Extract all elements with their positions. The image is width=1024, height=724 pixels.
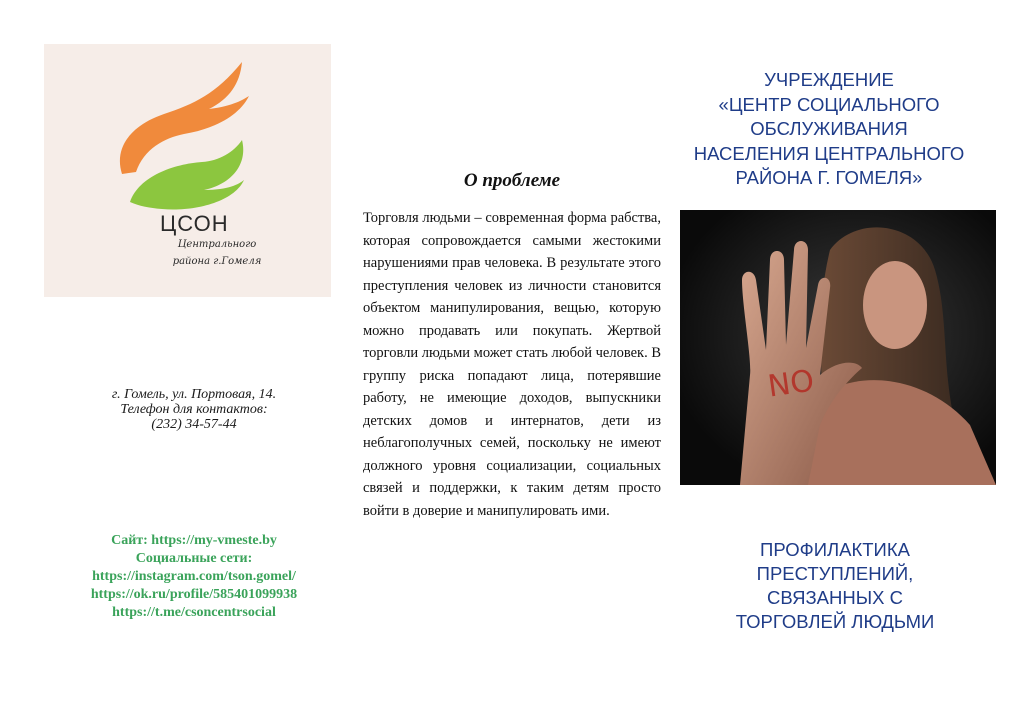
site-link[interactable]: Сайт: https://my-vmeste.by bbox=[111, 533, 277, 548]
ok-link[interactable]: https://ok.ru/profile/585401099938 bbox=[90, 587, 298, 602]
topic-line: ТОРГОВЛЕЙ ЛЮДЬМИ bbox=[735, 611, 935, 632]
brochure-topic bbox=[690, 538, 980, 634]
logo-abbr: ЦСОН bbox=[160, 211, 229, 236]
topic-line: СВЯЗАННЫХ С bbox=[767, 587, 903, 608]
section-title: О проблеме bbox=[463, 170, 561, 191]
org-line: НАСЕЛЕНИЯ ЦЕНТРАЛЬНОГО bbox=[693, 142, 965, 164]
org-line: УЧРЕЖДЕНИЕ bbox=[764, 69, 894, 90]
org-line: ОБСЛУЖИВАНИЯ bbox=[750, 118, 908, 139]
org-line: «ЦЕНТР СОЦИАЛЬНОГО bbox=[718, 93, 940, 115]
phone-label: Телефон для контактов: bbox=[120, 402, 268, 417]
organization-title bbox=[668, 68, 990, 191]
hand-text: NO bbox=[765, 363, 817, 405]
phone-number: (232) 34-57-44 bbox=[151, 417, 237, 432]
contacts-block bbox=[44, 532, 344, 622]
instagram-link[interactable]: https://instagram.com/tson.gomel/ bbox=[92, 569, 296, 584]
logo-subtitle: Центрального bbox=[177, 239, 257, 250]
logo-subtitle: района г.Гомеля bbox=[172, 256, 262, 267]
social-label: Социальные сети: bbox=[135, 551, 253, 566]
topic-line: ПРОФИЛАКТИКА bbox=[760, 539, 910, 560]
body-text: Торговля людьми – современная форма рабства, которая сопровождается самыми жестокими нарушениями прав человека. В результате этого преступления человек из личности становится объектом манипулирования, вещью, которую можно продавать или покупать. Жертвой торговли людьми может стать любой человек. В группу риска попадают лица, потерявшие работу, не имеющие доходов, выпускники детских домов и интернатов, дети из неблагополучных семей, поскольку не имеют должного уровня социализации, социальных связей и поддержки, к таким детям просто войти в доверие и манипулировать ими. bbox=[363, 210, 661, 519]
stop-hand-photo bbox=[680, 210, 996, 485]
telegram-link[interactable]: https://t.me/csoncentrsocial bbox=[112, 605, 276, 620]
topic-line: ПРЕСТУПЛЕНИЙ, bbox=[756, 563, 914, 584]
address-line: г. Гомель, ул. Портовая, 14. bbox=[111, 387, 277, 402]
logo bbox=[44, 44, 331, 297]
address-block bbox=[44, 387, 344, 432]
org-line: РАЙОНА Г. ГОМЕЛЯ» bbox=[735, 167, 923, 188]
